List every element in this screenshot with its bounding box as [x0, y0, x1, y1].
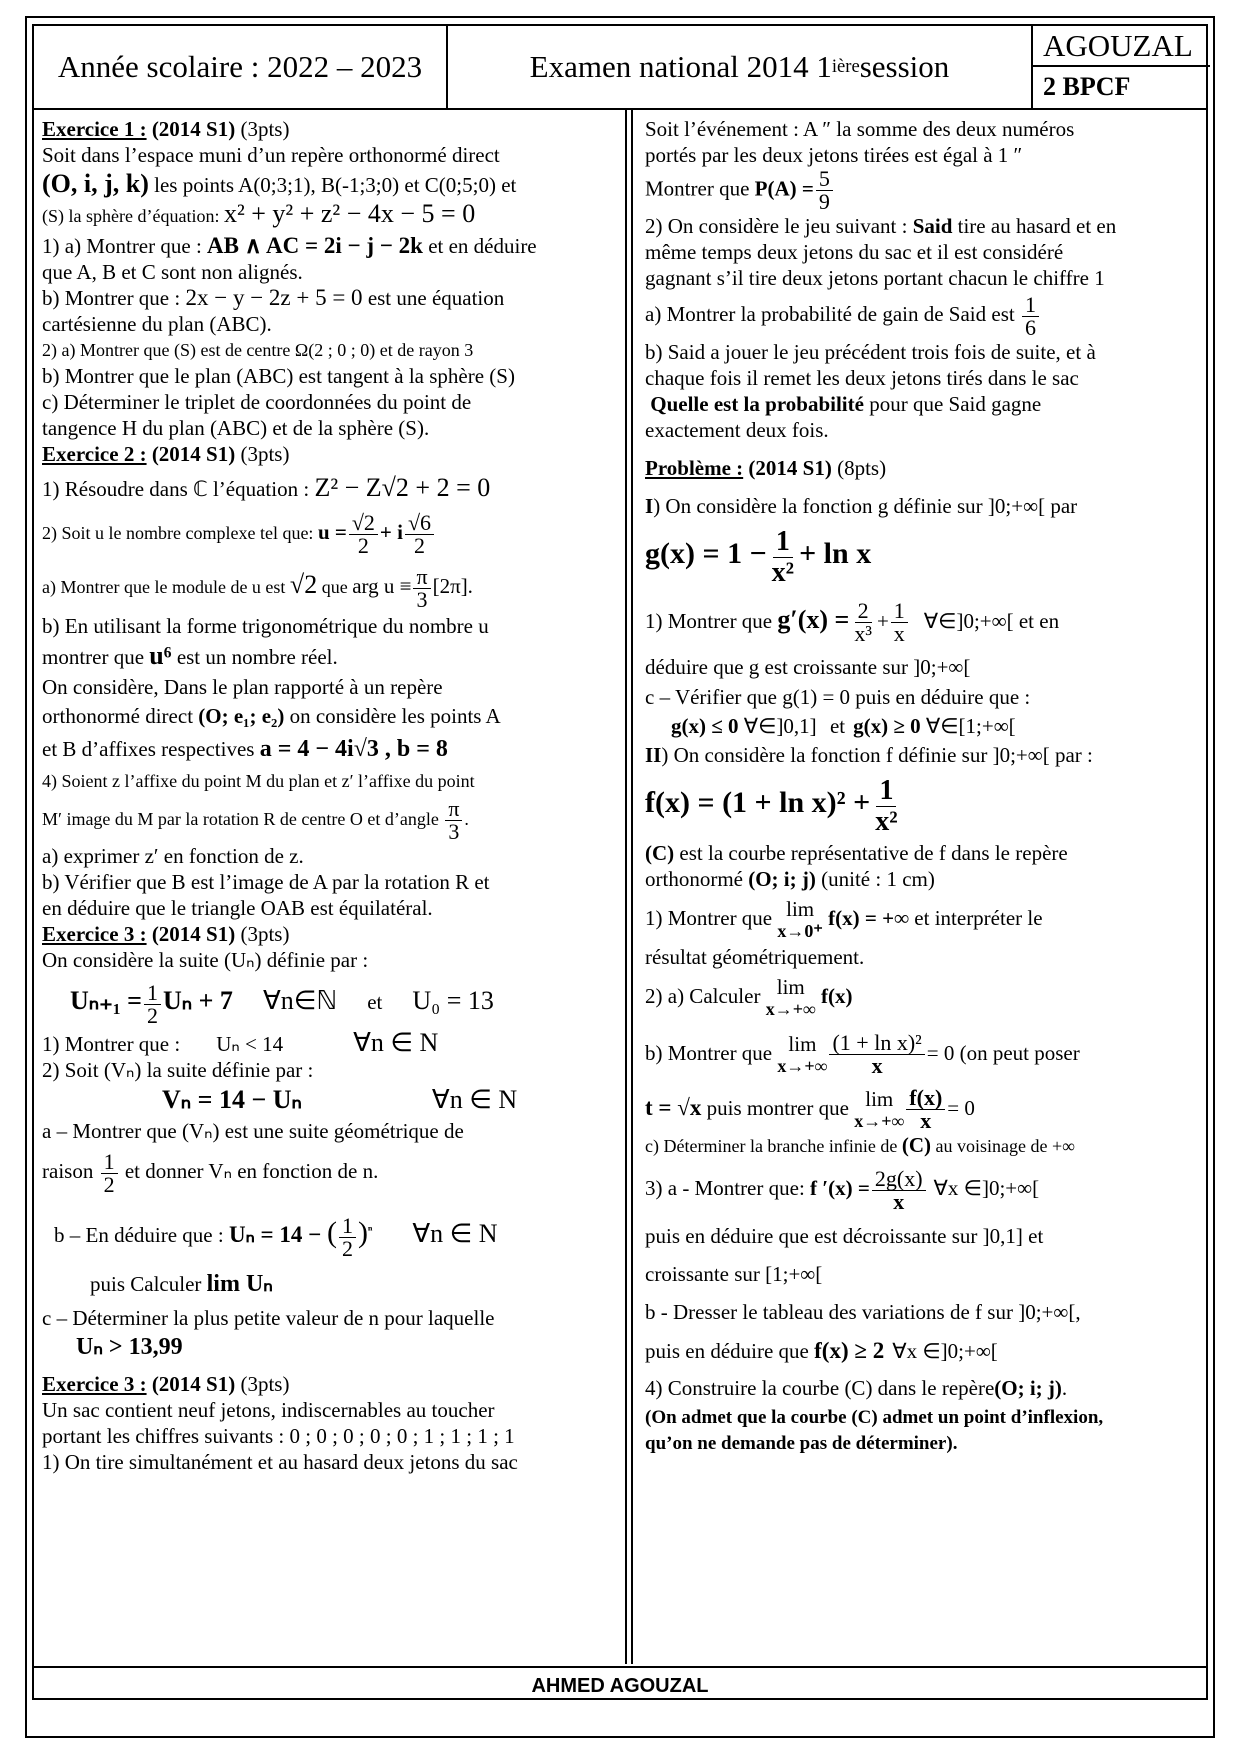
ex1-text: cartésienne du plan (ABC).: [42, 312, 272, 336]
ex1-heading: Exercice 1 : (2014 S1) (3pts): [42, 117, 290, 141]
ex4-q1: 1) On tire simultanément et au hasard deux jetons du sac: [42, 1450, 518, 1475]
ex4-text: portant les chiffres suivants : 0 ; 0 ; 0 ; 0 ; 0 ; 1 ; 1 ; 1 ; 1: [42, 1424, 515, 1449]
ex4-text: Un sac contient neuf jetons, indiscernables au toucher: [42, 1398, 495, 1423]
ex1-text: tangence H du plan (ABC) et de la sphère (S).: [42, 416, 430, 440]
ex2-text: orthonormé direct (O; e₁; e₂) on considère les points A: [42, 704, 501, 728]
exam-sheet: [32, 24, 1208, 1700]
ex1-q2b: b) Montrer que le plan (ABC) est tangent à la sphère (S): [42, 364, 515, 388]
ex2-qa: a) Montrer que le module de u est √2 que arg u ≡ $\frac{\pi}{3}$ [2π].: [42, 563, 473, 612]
problem-text: orthonormé (O; i; j) (unité : 1 cm): [645, 866, 935, 891]
right-column: [631, 110, 1210, 1664]
ex3-qa: a – Montrer que (Vₙ) est une suite géométrique de: [42, 1119, 464, 1144]
problem-p2b: b) Montrer que lim x→+∞ $\frac{\text{(1 + ln x)²}}{x}$ = 0 (on peut poser: [645, 1030, 1080, 1079]
ex4-text: gagnant s’il tire deux jetons portant chacun le chiffre 1: [645, 266, 1105, 290]
f-definition: f(x) = (1 + ln x)² + $\frac{1}{\text{x²}}$: [645, 775, 898, 838]
problem-q1: 1) Montrer que g′(x) = $\frac{2}{\text{x³}}$ + $\frac{1}{x}$ ∀∈]0;+∞[ et en: [645, 598, 1060, 647]
problem-p4: 4) Construire la courbe (C) dans le repère(O; i; j).: [645, 1376, 1068, 1401]
problem-p3b: puis en déduire que est décroissante sur ]0,1] et: [645, 1224, 1044, 1249]
ex4-qa: a) Montrer la probabilité de gain de Said est $\frac{1}{6}$: [645, 291, 1202, 339]
ex2-q1: 1) Résoudre dans ℂ l’équation : Z² − Z√2 + 2 = 0: [42, 473, 491, 502]
ex2-q4b: b) Vérifier que B est l’image de A par la rotation R et: [42, 870, 490, 895]
exam-title: Examen national 2014 1 ière session: [448, 26, 1033, 108]
header: [34, 26, 1206, 110]
ex2-q4: 4) Soient z l’affixe du point M du plan et z′ l’affixe du point: [42, 771, 475, 791]
ex4-text: exactement deux fois.: [645, 417, 829, 442]
ex1-q2c: c) Déterminer le triplet de coordonnées du point de: [42, 390, 472, 414]
ex4-q2: 2) On considère le jeu suivant : Said tire au hasard et en: [645, 214, 1117, 238]
ex4-text: portés par les deux jetons tirées est égal à 1 ″: [645, 143, 1023, 167]
left-column: [34, 110, 627, 1664]
ex3-recurrence: Uₙ₊₁ = $\frac{1}{2}$ Uₙ + 7 ∀n∈ℕ et U₀ = 13: [70, 980, 494, 1029]
class-name: 2 BPCF: [1043, 72, 1131, 101]
ex1-text: que A, B et C sont non alignés.: [42, 260, 303, 284]
ex3-q1: 1) Montrer que : Uₙ < 14 ∀n ∈ N: [42, 1028, 439, 1058]
problem-qc2: g(x) ≤ 0 ∀∈]0,1] et g(x) ≥ 0 ∀∈[1;+∞[: [671, 713, 1016, 738]
problem-text: résultat géométriquement.: [645, 944, 865, 969]
problem-p2a: 2) a) Calculer lim x→+∞ f(x): [645, 974, 853, 1019]
ex1-q2a: 2) a) Montrer que (S) est de centre Ω(2 ; 0 ; 0) et de rayon 3: [42, 340, 474, 360]
ex2-qb2: montrer que u⁶ est un nombre réel.: [42, 641, 338, 670]
ex2-text: et B d’affixes respectives a = 4 − 4i√3 , b = 8: [42, 736, 448, 762]
problem-note: (On admet que la courbe (C) admet un point d’inflexion,: [645, 1407, 1104, 1429]
ex3-heading: Exercice 3 : (2014 S1) (3pts): [42, 922, 290, 947]
ex3-q2: 2) Soit (Vₙ) la suite définie par :: [42, 1058, 314, 1083]
problem-p3d: b - Dresser le tableau des variations de f sur ]0;+∞[,: [645, 1300, 1081, 1325]
problem-text: (C) est la courbe représentative de f dans le repère: [645, 840, 1068, 865]
ex3-qc2: Uₙ > 13,99: [76, 1334, 183, 1361]
problem-qc: c – Vérifier que g(1) = 0 puis en déduire que :: [645, 684, 1031, 709]
ex4-q1-answer: Montrer que P(A) = $\frac{5}{9}$: [645, 168, 1202, 213]
author-name: AGOUZAL: [1033, 26, 1210, 67]
ex3-qa2: raison $\frac{1}{2}$ et donner Vₙ en fonction de n.: [42, 1149, 379, 1198]
ex1-q1a: 1) a) Montrer que : AB ∧ AC = 2i − j − 2k et en déduire: [42, 233, 537, 258]
problem-p1: 1) Montrer que lim x→0⁺ f(x) = +∞ et interpréter le: [645, 896, 1043, 941]
ex4-text: même temps deux jetons du sac et il est considéré: [645, 240, 1064, 264]
ex4-text: Soit l’événement : A ″ la somme des deux numéros: [645, 117, 1075, 141]
problem-p3e: puis en déduire que f(x) ≥ 2 ∀x ∈]0;+∞[: [645, 1338, 998, 1364]
footer-author: AHMED AGOUZAL: [34, 1666, 1206, 1704]
problem-part1: I) On considère la fonction g définie sur ]0;+∞[ par: [645, 493, 1078, 518]
problem-p3c: croissante sur [1;+∞[: [645, 1262, 823, 1287]
problem-q1b: déduire que g est croissante sur ]0;+∞[: [645, 654, 971, 679]
ex4-qb: b) Said a jouer le jeu précédent trois fois de suite, et à: [645, 339, 1096, 364]
ex3-qc: c – Déterminer la plus petite valeur de n pour laquelle: [42, 1306, 495, 1331]
ex3-qb: b – En déduire que : Uₙ = 14 − ( $\frac{1}{2}$ )$^{^n}$ ∀n ∈ N: [54, 1213, 498, 1262]
ex1-text: Soit dans l’espace muni d’un repère orthonormé direct: [42, 143, 500, 167]
school-year: Année scolaire : 2022 – 2023: [34, 26, 448, 108]
ex4-heading: Exercice 3 : (2014 S1) (3pts): [42, 1372, 290, 1397]
ex2-heading: Exercice 2 : (2014 S1) (3pts): [42, 442, 290, 466]
g-definition: g(x) = 1 − $\frac{1}{\text{x²}}$ + ln x: [645, 526, 872, 589]
ex1-text: (O, i, j, k) les points A(0;3;1), B(-1;3;0) et C(0;5;0) et: [42, 169, 517, 198]
problem-p3a: 3) a - Montrer que: f ′(x) = $\frac{2g(x)}{x}$ ∀x ∈]0;+∞[: [645, 1166, 1040, 1215]
ex4-text: Quelle est la probabilité pour que Said gagne: [650, 391, 1042, 416]
ex2-q4a: a) exprimer z′ en fonction de z.: [42, 844, 304, 869]
ex2-q4b: M′ image du M par la rotation R de centre O et d’angle $\frac{\pi}{3}$ .: [42, 796, 469, 845]
ex2-q2: 2) Soit u le nombre complexe tel que: u = $\frac{√2}{2}$ + i $\frac{√6}{2}$: [42, 506, 617, 559]
ex3-qb2: puis Calculer lim Uₙ: [90, 1271, 273, 1298]
ex1-q1b: b) Montrer que : 2x − y − 2z + 5 = 0 est une équation: [42, 285, 505, 310]
ex2-qb: b) En utilisant la forme trigonométrique du nombre u: [42, 614, 489, 638]
ex3-vn: Vₙ = 14 − Uₙ ∀n ∈ N: [162, 1085, 518, 1115]
header-right: [1033, 26, 1210, 108]
problem-p2c: c) Déterminer la branche infinie de (C) au voisinage de +∞: [645, 1133, 1075, 1158]
problem-heading: Problème : (2014 S1) (8pts): [645, 455, 887, 480]
ex3-text: On considère la suite (Uₙ) définie par :: [42, 948, 369, 973]
ex1-text: (S) la sphère d’équation: x² + y² + z² − 4x − 5 = 0: [42, 199, 476, 228]
ex4-text: chaque fois il remet les deux jetons tirés dans le sac: [645, 365, 1079, 390]
problem-part2: II) On considère la fonction f définie sur ]0;+∞[ par :: [645, 742, 1093, 767]
ex2-text: en déduire que le triangle OAB est équilatéral.: [42, 896, 433, 921]
problem-note: qu’on ne demande pas de déterminer).: [645, 1433, 958, 1455]
ex2-text: On considère, Dans le plan rapporté à un repère: [42, 675, 443, 699]
problem-p2b2: t = √x puis montrer que lim x→+∞ $\frac{f(x)}{x}$ = 0: [645, 1085, 975, 1134]
